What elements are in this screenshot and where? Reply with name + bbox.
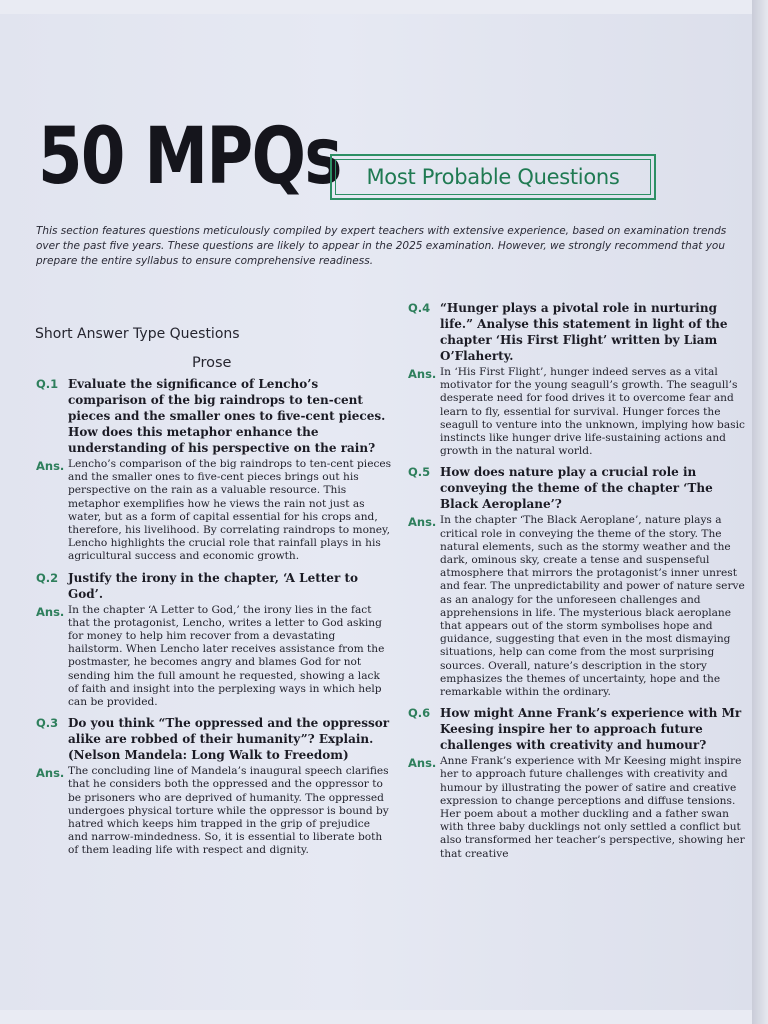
book-spine-edge (752, 0, 768, 1024)
qa-item (408, 705, 748, 861)
right-column (408, 300, 748, 867)
boxed-title: Most Probable Questions (335, 159, 651, 195)
question-text: Evaluate the significance of Lencho’s comparison of the big raindrops to ten-cent pieces and the smaller ones to five-cent pieces. How does this metaphor enhance the understanding of his perspective on the rain? (68, 377, 386, 455)
question-text: How does nature play a crucial role in conveying the theme of the chapter ‘The Black Aeroplane’? (440, 465, 713, 512)
qa-item (408, 300, 748, 458)
question-number: Q.1 (36, 377, 59, 391)
qa-item (408, 464, 748, 699)
qa-item (36, 715, 392, 857)
answer-text: In ‘His First Flight’, hunger indeed serves as a vital motivator for the young seagull’s growth. The seagull’s desperate need for food drives it to overcome fear and learn to fly, essential for survival. Hunger forces the seagull to venture into the unknown, implying how basic instincts like hunger drive life-sustaining actions and growth in the natural world. (440, 366, 745, 458)
question-text: Justify the irony in the chapter, ‘A Letter to God’. (68, 570, 358, 601)
question-number: Q.5 (408, 465, 431, 480)
question-text: Do you think “The oppressed and the oppressor alike are robbed of their humanity”? Explain. (Nelson Mandela: Long Walk to Freedom) (68, 716, 390, 763)
intro-paragraph: This section features questions meticulously compiled by expert teachers with extensive experience, based on examination trends over the past five years. These questions are likely to appear in the 2025 examination. However, we strongly recommend that you prepare the entire syllabus to ensure comprehensive readiness. (36, 225, 727, 267)
question-number: Q.2 (36, 570, 59, 585)
question-text: How might Anne Frank’s experience with Mr Keesing inspire her to approach future challenges with creativity and humour? (440, 706, 742, 753)
answer-label: Ans. (408, 367, 437, 381)
big-title: 50 MPQs (38, 112, 341, 202)
question-number: Q.4 (408, 301, 431, 315)
qa-item (36, 376, 392, 564)
textbook-page (0, 14, 752, 1010)
answer-label: Ans. (408, 515, 437, 530)
answer-label: Ans. (408, 756, 437, 771)
question-text: “Hunger plays a pivotal role in nurturing life.” Analyse this statement in light of the chapter ‘His First Flight’ written by Liam O’Flaherty. (440, 301, 728, 363)
answer-label: Ans. (36, 459, 65, 473)
answer-label: Ans. (36, 766, 65, 781)
answer-text: In the chapter ‘The Black Aeroplane’, nature plays a critical role in conveying the theme of the story. The natural elements, such as the stormy weather and the dark, ominous sky, create a tense and suspenseful atmosphere that mirrors the protagonist’s inner unrest and fear. The unpredictability and power of nature serve as an analogy for the unforeseen challenges and apprehensions in life. The mysterious black aeroplane that appears out of the storm symbolises hope and guidance, suggesting that even in the most dismaying situations, help can come from the most surprising sources. Overall, nature’s description in the story emphasizes the themes of uncertainty, hope and the remarkable within the ordinary. (440, 514, 745, 699)
question-number: Q.6 (408, 706, 431, 721)
left-column (36, 376, 392, 864)
boxed-title-frame (330, 154, 656, 200)
section-title: Short Answer Type Questions (35, 326, 240, 342)
answer-text: In the chapter ‘A Letter to God,’ the irony lies in the fact that the protagonist, Lencho, writes a letter to God asking for money to help him recover from a devastating hailstorm. When Lencho later receives assistance from the postmaster, he becomes angry and blames God for not sending him the full amount he requested, showing a lack of faith and insight into the perplexing ways in which help can be provided. (68, 603, 385, 709)
answer-text: Anne Frank’s experience with Mr Keesing might inspire her to approach future challenges with creativity and humour by illustrating the power of satire and creative expression to change perceptions and diffuse tensions. Her poem about a mother duckling and a father swan with three baby ducklings not only settled a conflict but also transformed her teacher’s perspective, showing her that creative (440, 755, 745, 860)
question-number: Q.3 (36, 716, 59, 731)
qa-item (36, 570, 392, 710)
answer-text: The concluding line of Mandela’s inaugural speech clarifies that he considers both the oppressed and the oppressor to be prisoners who are deprived of humanity. The oppressed undergoes physical torture while the oppressor is bound by hatred which keeps him trapped in the grip of prejudice and narrow-mindedness. So, it is essential to liberate both of them leading life with respect and dignity. (68, 765, 389, 857)
answer-text: Lencho’s comparison of the big raindrops to ten-cent pieces and the smaller ones to five-cent pieces brings out his perspective on the rain as a valuable resource. This metaphor exemplifies how he views the rain not just as water, but as a form of capital essential for his crops and, therefore, his livelihood. By correlating raindrops to money, Lencho highlights the crucial role that rainfall plays in his agricultural success and economic growth. (68, 458, 392, 563)
subsection-title: Prose (192, 355, 232, 371)
answer-label: Ans. (36, 604, 65, 619)
